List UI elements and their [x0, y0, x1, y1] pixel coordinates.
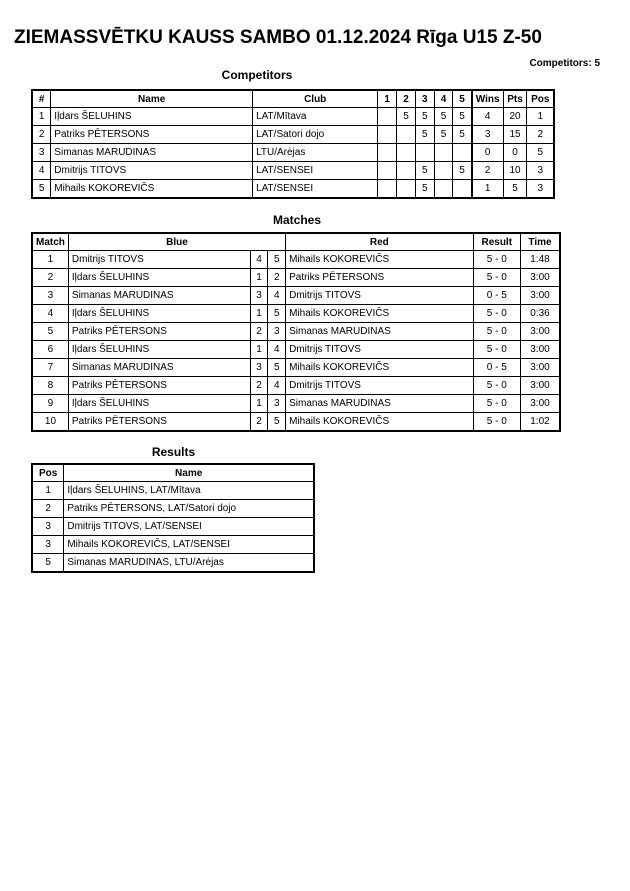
result-row	[32, 554, 314, 573]
page-title: ZIEMASSVĒTKU KAUSS SAMBO 01.12.2024 Rīga U15 Z-50	[14, 27, 542, 48]
competitor-score-5: 5	[453, 108, 472, 126]
competitor-num: 4	[32, 162, 51, 180]
header-num: #	[32, 90, 51, 108]
results-header-row	[32, 464, 314, 482]
match-blue-num: 2	[250, 377, 268, 395]
competitor-score-1	[378, 144, 397, 162]
match-row	[32, 323, 560, 341]
match-number: 6	[32, 341, 68, 359]
result-pos: 3	[32, 536, 64, 554]
match-time: 3:00	[520, 341, 560, 359]
competitor-score-2	[397, 144, 416, 162]
match-number: 1	[32, 251, 68, 269]
competitor-score-1	[378, 180, 397, 199]
match-row	[32, 413, 560, 432]
competitor-name: Simanas MARUDINAS	[51, 144, 253, 162]
match-number: 8	[32, 377, 68, 395]
header-name: Name	[51, 90, 253, 108]
match-result: 5 - 0	[473, 395, 520, 413]
competitor-score-2	[397, 180, 416, 199]
competitor-score-1	[378, 162, 397, 180]
match-number: 9	[32, 395, 68, 413]
match-result: 5 - 0	[473, 323, 520, 341]
match-row	[32, 305, 560, 323]
competitor-score-3	[415, 144, 434, 162]
match-time: 1:02	[520, 413, 560, 432]
match-red-name: Simanas MARUDINAS	[286, 323, 473, 341]
matches-header-row	[32, 233, 560, 251]
competitor-row	[32, 144, 554, 162]
match-red-name: Patriks PĒTERSONS	[286, 269, 473, 287]
competitor-num: 1	[32, 108, 51, 126]
match-result: 5 - 0	[473, 251, 520, 269]
header-1: 1	[378, 90, 397, 108]
result-name: Simanas MARUDINAS, LTU/Arėjas	[64, 554, 314, 573]
match-number: 7	[32, 359, 68, 377]
competitor-score-3: 5	[415, 162, 434, 180]
header-3: 3	[415, 90, 434, 108]
competitor-club: LAT/SENSEI	[253, 180, 378, 199]
match-row	[32, 269, 560, 287]
match-red-name: Mihails KOKOREVIČS	[286, 251, 473, 269]
match-row	[32, 395, 560, 413]
competitor-row	[32, 162, 554, 180]
competitor-pos: 3	[527, 180, 554, 199]
match-blue-name: Simanas MARUDINAS	[68, 287, 250, 305]
matches-section-title: Matches	[272, 213, 322, 227]
match-blue-name: Patriks PĒTERSONS	[68, 377, 250, 395]
header-5: 5	[453, 90, 472, 108]
competitor-row	[32, 108, 554, 126]
competitors-section-title: Competitors	[221, 68, 293, 82]
match-result: 0 - 5	[473, 287, 520, 305]
match-red-name: Mihails KOKOREVIČS	[286, 359, 473, 377]
match-blue-num: 2	[250, 323, 268, 341]
competitors-table	[31, 89, 555, 199]
header-blue: Blue	[68, 233, 285, 251]
competitor-wins: 1	[472, 180, 503, 199]
competitor-score-5: 5	[453, 126, 472, 144]
competitor-club: LAT/SENSEI	[253, 162, 378, 180]
match-blue-num: 1	[250, 395, 268, 413]
header-result: Result	[473, 233, 520, 251]
competitor-name: Iļdars ŠELUHINS	[51, 108, 253, 126]
match-red-num: 4	[268, 377, 286, 395]
competitor-score-5: 5	[453, 162, 472, 180]
competitor-pos: 1	[527, 108, 554, 126]
header-pts: Pts	[503, 90, 527, 108]
match-red-name: Dmitrijs TITOVS	[286, 377, 473, 395]
match-number: 10	[32, 413, 68, 432]
match-red-name: Mihails KOKOREVIČS	[286, 305, 473, 323]
match-time: 1:48	[520, 251, 560, 269]
result-row	[32, 482, 314, 500]
competitors-count: Competitors: 5	[529, 58, 600, 69]
competitor-pos: 3	[527, 162, 554, 180]
match-result: 5 - 0	[473, 413, 520, 432]
match-red-name: Simanas MARUDINAS	[286, 395, 473, 413]
match-blue-name: Simanas MARUDINAS	[68, 359, 250, 377]
match-blue-num: 3	[250, 287, 268, 305]
competitor-wins: 2	[472, 162, 503, 180]
match-number: 2	[32, 269, 68, 287]
competitor-pts: 5	[503, 180, 527, 199]
match-red-name: Dmitrijs TITOVS	[286, 341, 473, 359]
match-red-num: 5	[268, 251, 286, 269]
match-red-num: 5	[268, 413, 286, 432]
match-red-num: 5	[268, 359, 286, 377]
header-name: Name	[64, 464, 314, 482]
result-row	[32, 518, 314, 536]
competitor-name: Mihails KOKOREVIČS	[51, 180, 253, 199]
match-red-num: 3	[268, 395, 286, 413]
competitor-score-1	[378, 126, 397, 144]
competitor-score-3: 5	[415, 108, 434, 126]
match-blue-name: Dmitrijs TITOVS	[68, 251, 250, 269]
competitor-score-2	[397, 126, 416, 144]
competitor-name: Dmitrijs TITOVS	[51, 162, 253, 180]
results-table	[31, 463, 315, 573]
match-red-num: 4	[268, 287, 286, 305]
competitor-name: Patriks PĒTERSONS	[51, 126, 253, 144]
header-4: 4	[434, 90, 453, 108]
match-time: 3:00	[520, 269, 560, 287]
match-row	[32, 377, 560, 395]
result-name: Mihails KOKOREVIČS, LAT/SENSEI	[64, 536, 314, 554]
result-name: Dmitrijs TITOVS, LAT/SENSEI	[64, 518, 314, 536]
result-row	[32, 500, 314, 518]
header-match: Match	[32, 233, 68, 251]
match-blue-name: Patriks PĒTERSONS	[68, 323, 250, 341]
results-section-title: Results	[151, 445, 196, 459]
result-pos: 5	[32, 554, 64, 573]
match-row	[32, 341, 560, 359]
match-blue-num: 1	[250, 269, 268, 287]
match-time: 0:36	[520, 305, 560, 323]
match-red-num: 2	[268, 269, 286, 287]
competitors-header-row	[32, 90, 554, 108]
match-red-num: 3	[268, 323, 286, 341]
competitor-num: 3	[32, 144, 51, 162]
competitor-score-4: 5	[434, 126, 453, 144]
competitor-score-4	[434, 180, 453, 199]
competitor-score-4: 5	[434, 108, 453, 126]
result-row	[32, 536, 314, 554]
match-result: 5 - 0	[473, 305, 520, 323]
competitor-pts: 20	[503, 108, 527, 126]
match-red-name: Mihails KOKOREVIČS	[286, 413, 473, 432]
competitor-wins: 4	[472, 108, 503, 126]
match-red-num: 5	[268, 305, 286, 323]
match-result: 5 - 0	[473, 269, 520, 287]
competitor-wins: 3	[472, 126, 503, 144]
result-pos: 3	[32, 518, 64, 536]
competitor-pts: 15	[503, 126, 527, 144]
match-blue-num: 4	[250, 251, 268, 269]
competitor-club: LTU/Arėjas	[253, 144, 378, 162]
match-time: 3:00	[520, 359, 560, 377]
match-time: 3:00	[520, 395, 560, 413]
competitor-wins: 0	[472, 144, 503, 162]
header-pos: Pos	[527, 90, 554, 108]
competitor-score-3: 5	[415, 126, 434, 144]
competitor-score-4	[434, 144, 453, 162]
competitor-score-2: 5	[397, 108, 416, 126]
match-blue-name: Iļdars ŠELUHINS	[68, 395, 250, 413]
competitor-club: LAT/Mītava	[253, 108, 378, 126]
competitor-row	[32, 126, 554, 144]
match-red-num: 4	[268, 341, 286, 359]
competitor-num: 5	[32, 180, 51, 199]
result-pos: 2	[32, 500, 64, 518]
match-blue-name: Patriks PĒTERSONS	[68, 413, 250, 432]
competitor-score-1	[378, 108, 397, 126]
match-blue-num: 1	[250, 341, 268, 359]
match-result: 0 - 5	[473, 359, 520, 377]
competitor-row	[32, 180, 554, 199]
match-number: 4	[32, 305, 68, 323]
competitor-pos: 2	[527, 126, 554, 144]
match-row	[32, 251, 560, 269]
match-result: 5 - 0	[473, 377, 520, 395]
header-wins: Wins	[472, 90, 503, 108]
competitor-pts: 0	[503, 144, 527, 162]
match-blue-num: 3	[250, 359, 268, 377]
competitor-pos: 5	[527, 144, 554, 162]
match-row	[32, 287, 560, 305]
competitor-score-4	[434, 162, 453, 180]
match-blue-num: 2	[250, 413, 268, 432]
competitor-num: 2	[32, 126, 51, 144]
header-red: Red	[286, 233, 473, 251]
competitor-pts: 10	[503, 162, 527, 180]
match-number: 3	[32, 287, 68, 305]
match-red-name: Dmitrijs TITOVS	[286, 287, 473, 305]
match-number: 5	[32, 323, 68, 341]
match-time: 3:00	[520, 323, 560, 341]
result-name: Iļdars ŠELUHINS, LAT/Mītava	[64, 482, 314, 500]
match-row	[32, 359, 560, 377]
match-blue-name: Iļdars ŠELUHINS	[68, 341, 250, 359]
competitor-score-3: 5	[415, 180, 434, 199]
match-blue-name: Iļdars ŠELUHINS	[68, 269, 250, 287]
competitor-score-5	[453, 144, 472, 162]
match-blue-name: Iļdars ŠELUHINS	[68, 305, 250, 323]
header-pos: Pos	[32, 464, 64, 482]
result-name: Patriks PĒTERSONS, LAT/Satori dojo	[64, 500, 314, 518]
header-club: Club	[253, 90, 378, 108]
match-blue-num: 1	[250, 305, 268, 323]
header-time: Time	[520, 233, 560, 251]
competitor-score-5	[453, 180, 472, 199]
match-result: 5 - 0	[473, 341, 520, 359]
matches-table	[31, 232, 561, 432]
competitor-club: LAT/Satori dojo	[253, 126, 378, 144]
header-2: 2	[397, 90, 416, 108]
match-time: 3:00	[520, 377, 560, 395]
competitor-score-2	[397, 162, 416, 180]
result-pos: 1	[32, 482, 64, 500]
match-time: 3:00	[520, 287, 560, 305]
